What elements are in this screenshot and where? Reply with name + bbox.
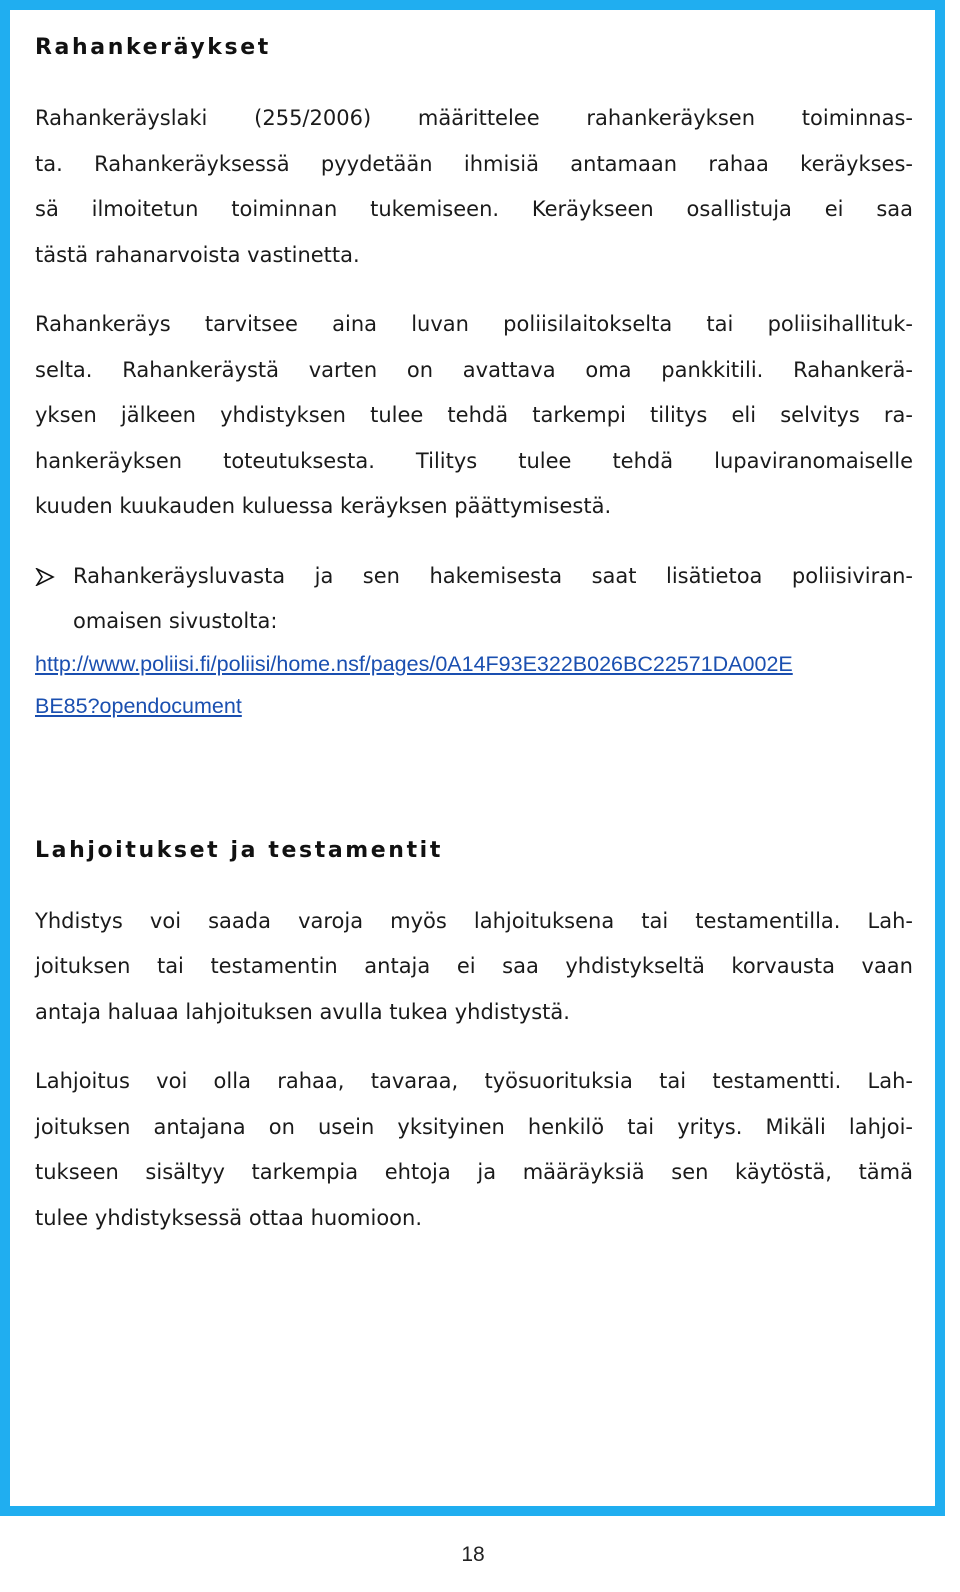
text-line: Rahankeräys tarvitsee aina luvan poliisilaitokselta tai poliisihallituk-: [35, 312, 913, 336]
bullet-item-lisatietoa: [35, 554, 913, 645]
link-line: BE85?opendocument: [35, 693, 242, 718]
text-line: ta. Rahankeräyksessä pyydetään ihmisiä antamaan rahaa keräykses-: [35, 151, 913, 176]
arrow-bullet-icon: [35, 568, 55, 586]
text-line: Rahankeräysluvasta ja sen hakemisesta saat lisätietoa poliisiviran-: [73, 563, 913, 588]
text-line: tulee yhdistyksessä ottaa huomioon.: [35, 1205, 423, 1230]
text-line: Rahankeräyslaki (255/2006) määrittelee rahankeräyksen toiminnas-: [35, 106, 913, 130]
text-line: selta. Rahankeräystä varten on avattava oma pankkitili. Rahankerä-: [35, 357, 913, 382]
text-line: hankeräyksen toteutuksesta. Tilitys tulee tehdä lupaviranomaiselle: [35, 448, 913, 473]
text-line: Lahjoitus voi olla rahaa, tavaraa, työsuorituksia tai testamentti. Lah-: [35, 1069, 913, 1093]
text-line: antaja haluaa lahjoituksen avulla tukea yhdistystä.: [35, 999, 570, 1024]
text-line: Yhdistys voi saada varoja myös lahjoituksena tai testamentilla. Lah-: [35, 908, 913, 933]
paragraph-lahjoitus-muodot: [35, 1059, 913, 1241]
link-line: http://www.poliisi.fi/poliisi/home.nsf/pages/0A14F93E322B026BC22571DA002E: [35, 651, 793, 676]
poliisi-link[interactable]: [35, 643, 913, 727]
text-line: joituksen antajana on usein yksityinen henkilö tai yritys. Mikäli lahjoi-: [35, 1114, 913, 1139]
text-line: omaisen sivustolta:: [73, 609, 278, 633]
page-content: [35, 18, 913, 1241]
text-line: tästä rahanarvoista vastinetta.: [35, 242, 360, 267]
section-heading-rahankeraykset: Rahankeräykset: [35, 35, 271, 60]
section-heading-lahjoitukset: Lahjoitukset ja testamentit: [35, 837, 443, 863]
text-line: kuuden kuukauden kuluessa keräyksen päättymisestä.: [35, 494, 612, 518]
text-line: joituksen tai testamentin antaja ei saa yhdistykseltä korvausta vaan: [35, 954, 913, 978]
text-line: tukseen sisältyy tarkempia ehtoja ja määräyksiä sen käytöstä, tämä: [35, 1160, 913, 1184]
paragraph-lahjoitukset: [35, 899, 913, 1036]
text-line: sä ilmoitetun toiminnan tukemiseen. Keräykseen osallistuja ei saa: [35, 197, 913, 221]
paragraph-luvat: [35, 302, 913, 530]
text-line: yksen jälkeen yhdistyksen tulee tehdä tarkempi tilitys eli selvitys ra-: [35, 403, 913, 427]
page-number: 18: [461, 1543, 485, 1566]
paragraph-rahankeraystaki: [35, 96, 913, 278]
